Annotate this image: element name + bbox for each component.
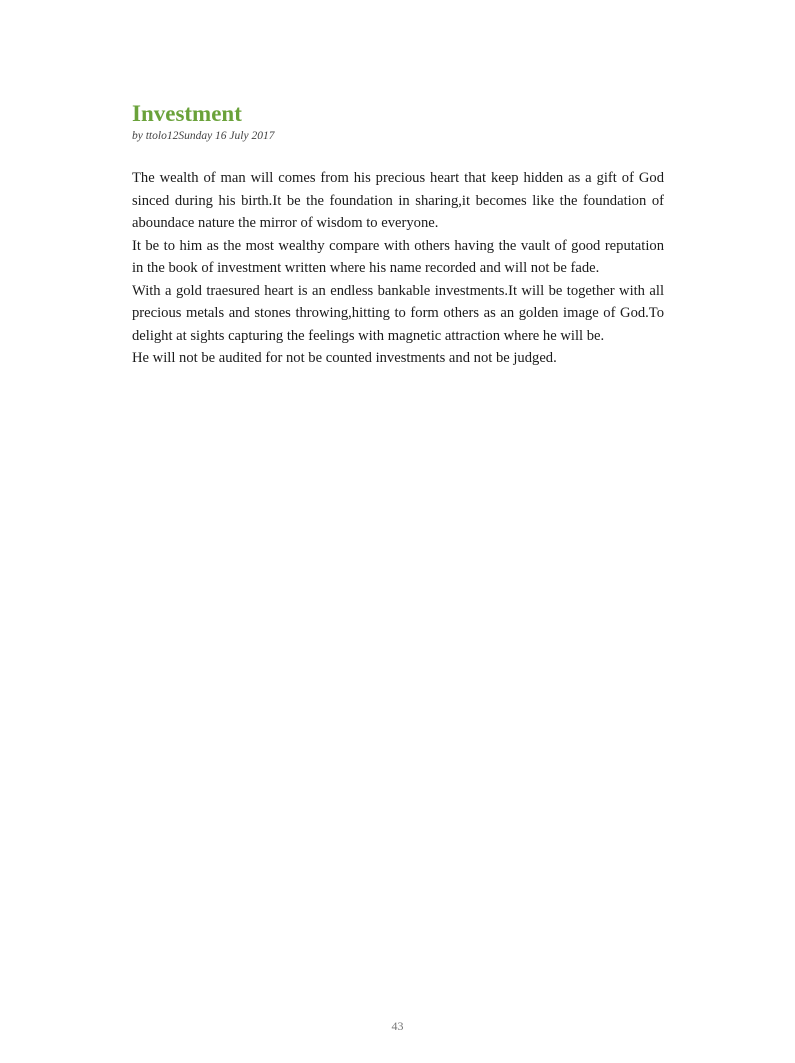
- article-byline: by ttolo12Sunday 16 July 2017: [132, 130, 275, 142]
- body-paragraph: It be to him as the most wealthy compare with others having the vault of good reputation in the book of investment written where his name recorded and will not be fade.: [132, 237, 664, 276]
- body-paragraph: With a gold traesured heart is an endless bankable investments.It will be together with all precious metals and stones throwing,hitting to form others as an golden image of God.To delight at sights capturing the feelings with magnetic attraction where he will be.: [132, 282, 664, 344]
- body-paragraph: He will not be audited for not be counted investments and not be judged.: [132, 350, 557, 366]
- article-title: Investment: [132, 101, 242, 126]
- article-body: [132, 167, 664, 370]
- page-number: 43: [391, 1019, 404, 1033]
- body-paragraph: The wealth of man will comes from his precious heart that keep hidden as a gift of God sinced during his birth.It be the foundation in sharing,it becomes like the foundation of aboundace nature the mirror of wisdom to everyone.: [132, 170, 664, 231]
